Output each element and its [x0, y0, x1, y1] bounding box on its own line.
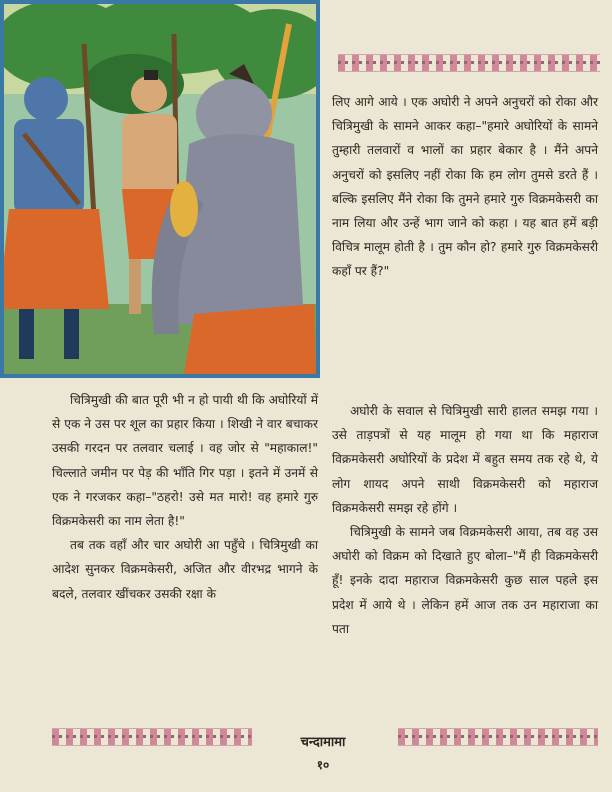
paragraph: चित्रिमुखी की बात पूरी भी न हो पायी थी कि अघोरियों में से एक ने उस पर शूल का प्रहार किया । शिखी ने वार बचाकर उसकी गरदन पर तलवार चलाई । वह जोर से "महाकाल!" चिल्लाते जमीन पर पेड़ की भाँति गिर पड़ा । इतने में उनमें से एक ने गरजकर कहा–"ठहरो! उसे मत मारो! वह हमारे गुरु विक्रमकेसरी का नाम लेता है!": [52, 393, 318, 529]
story-illustration: [0, 0, 320, 378]
decorative-border-top: [338, 54, 600, 72]
left-column: [52, 388, 318, 606]
decorative-border-bottom-left: [52, 728, 252, 746]
paragraph: अघोरी के सवाल से चित्रिमुखी सारी हालत समझ गया । उसे ताड़पत्रों से यह मालूम हो गया था कि महाराज विक्रमकेसरी अघोरियों के प्रदेश में बहुत समय तक रहे थे, ये लोग शायद अपने साथी विक्रमकेसरी को महाराज विक्रमकेसरी समझ रहे होंगे ।: [332, 404, 598, 515]
illustration-canvas: [4, 4, 316, 374]
magazine-title: चन्दामामा: [300, 735, 346, 750]
paragraph: लिए आगे आये । एक अघोरी ने अपने अनुचरों को रोका और चित्रिमुखी के सामने आकर कहा–"हमारे अघोरियों के सामने तुम्हारी तलवारों व भालों का प्रहार बेकार है । मैंने अपने अनुचरों को इसलिए नहीं रोका कि हम लोग तुमसे डरते हैं । बल्कि इसलिए मैंने रोका कि तुमने हमारे गुरु विक्रमकेसरी का नाम लिया और उन्हें भाग जाने को कहा । यह बात हमें बड़ी विचित्र मालूम होती है । तुम कौन हो? हमारे गुरु विक्रमकेसरी कहाँ पर हैं?": [332, 95, 598, 279]
page-number: १०: [316, 758, 330, 772]
right-column-bottom: [332, 399, 598, 641]
decorative-border-bottom-right: [398, 728, 598, 746]
paragraph: तब तक वहाँ और चार अघोरी आ पहुँचे । चित्रिमुखी का आदेश सुनकर विक्रमकेसरी, अजित और वीरभद्र भागने के बदले, तलवार खींचकर उसकी रक्षा के: [52, 538, 318, 601]
right-column-top: [332, 90, 598, 284]
paragraph: चित्रिमुखी के सामने जब विक्रमकेसरी आया, तब वह उस अघोरी को विक्रम को दिखाते हुए बोला–"मैं ही विक्रमकेसरी हूँ! इनके दादा महाराज विक्रमकेसरी कुछ साल पहले इस प्रदेश में आये थे । लेकिन हमें आज तक उन महाराजा का पता: [332, 525, 598, 636]
